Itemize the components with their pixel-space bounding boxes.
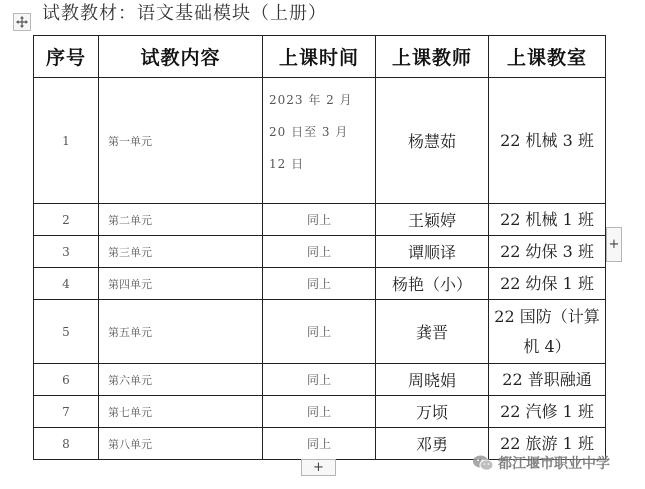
table-header-row: [34, 36, 606, 78]
table-row: [34, 300, 606, 364]
cell-time[interactable]: 同上: [263, 396, 376, 428]
course-schedule-table: [33, 35, 606, 460]
cell-serial[interactable]: 1: [34, 78, 99, 204]
cell-serial[interactable]: 7: [34, 396, 99, 428]
cell-teacher[interactable]: 龚晋: [376, 300, 489, 364]
cell-serial[interactable]: 4: [34, 268, 99, 300]
table-row: [34, 236, 606, 268]
cell-time[interactable]: 同上: [263, 428, 376, 460]
table-row: [34, 204, 606, 236]
cell-time[interactable]: 同上: [263, 300, 376, 364]
table-row: [34, 268, 606, 300]
cell-content[interactable]: 第七单元: [99, 396, 263, 428]
cell-content[interactable]: 第三单元: [99, 236, 263, 268]
watermark-text: 都江堰市职业中学: [498, 456, 610, 472]
cell-content[interactable]: 第二单元: [99, 204, 263, 236]
cell-classroom[interactable]: 22 汽修 1 班: [489, 396, 606, 428]
cell-content[interactable]: 第四单元: [99, 268, 263, 300]
wechat-icon: [472, 454, 494, 472]
table-row: [34, 78, 606, 204]
cell-classroom[interactable]: 22 机械 3 班: [489, 78, 606, 204]
cell-teacher[interactable]: 邓勇: [376, 428, 489, 460]
cell-serial[interactable]: 3: [34, 236, 99, 268]
cell-time[interactable]: 同上: [263, 236, 376, 268]
cell-classroom[interactable]: 22 旅游 1 班: [489, 428, 606, 460]
cell-teacher[interactable]: 万顷: [376, 396, 489, 428]
cell-classroom[interactable]: 22 幼保 3 班: [489, 236, 606, 268]
document-title: 试教教材：语文基础模块（上册）: [42, 3, 327, 24]
header-teacher[interactable]: 上课教师: [376, 36, 489, 78]
table-move-handle[interactable]: [13, 13, 31, 31]
cell-classroom[interactable]: 22 国防（计算机 4）: [489, 300, 606, 364]
cell-serial[interactable]: 5: [34, 300, 99, 364]
cell-teacher[interactable]: 周晓娟: [376, 364, 489, 396]
table-row: [34, 364, 606, 396]
table-row: [34, 396, 606, 428]
watermark: [472, 452, 610, 474]
add-row-button[interactable]: +: [301, 459, 336, 476]
cell-time[interactable]: 同上: [263, 268, 376, 300]
cell-time[interactable]: 同上: [263, 204, 376, 236]
cell-time[interactable]: 2023 年 2 月 20 日至 3 月 12 日: [263, 78, 376, 204]
cell-time[interactable]: 同上: [263, 364, 376, 396]
cell-content[interactable]: 第五单元: [99, 300, 263, 364]
cell-content[interactable]: 第六单元: [99, 364, 263, 396]
header-classroom[interactable]: 上课教室: [489, 36, 606, 78]
cell-serial[interactable]: 2: [34, 204, 99, 236]
cell-teacher[interactable]: 王颖婷: [376, 204, 489, 236]
cell-classroom[interactable]: 22 幼保 1 班: [489, 268, 606, 300]
cell-classroom[interactable]: 22 机械 1 班: [489, 204, 606, 236]
header-time[interactable]: 上课时间: [263, 36, 376, 78]
cell-content[interactable]: 第八单元: [99, 428, 263, 460]
cell-classroom[interactable]: 22 普职融通: [489, 364, 606, 396]
add-column-button[interactable]: +: [606, 227, 622, 262]
cell-serial[interactable]: 6: [34, 364, 99, 396]
cell-teacher[interactable]: 杨慧茹: [376, 78, 489, 204]
cell-teacher[interactable]: 杨艳（小）: [376, 268, 489, 300]
cell-teacher[interactable]: 谭顺译: [376, 236, 489, 268]
header-serial[interactable]: 序号: [34, 36, 99, 78]
header-content[interactable]: 试教内容: [99, 36, 263, 78]
move-arrows-icon: [15, 15, 29, 29]
cell-serial[interactable]: 8: [34, 428, 99, 460]
cell-content[interactable]: 第一单元: [99, 78, 263, 204]
